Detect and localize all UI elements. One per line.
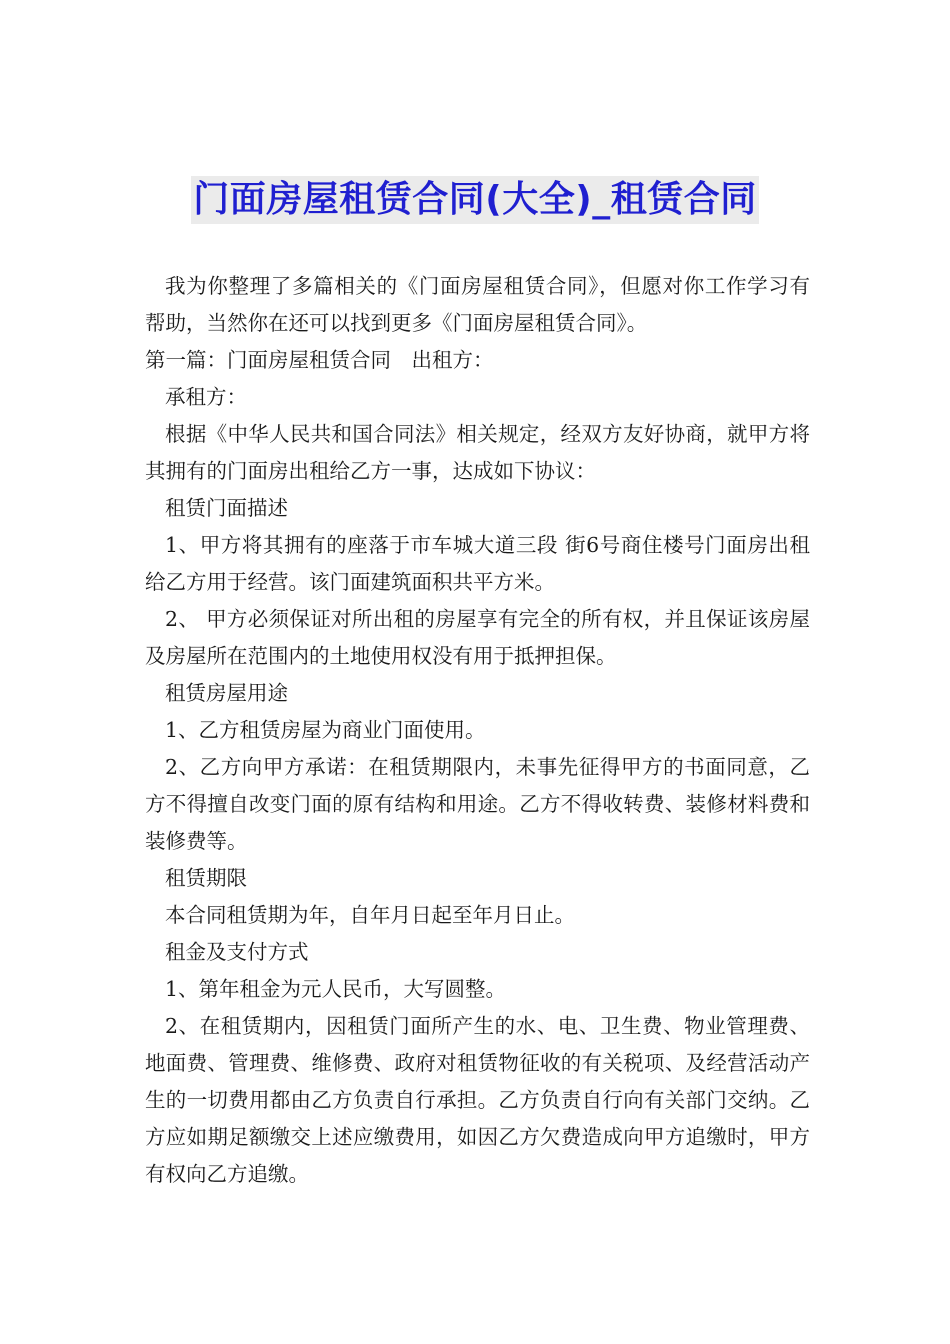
heading-storefront-description: 租赁门面描述: [165, 496, 288, 520]
document-body: [145, 268, 810, 1193]
paragraph-clause: 1、乙方租赁房屋为商业门面使用。: [165, 718, 486, 742]
paragraph-intro: 我为你整理了多篇相关的《门面房屋租赁合同》，但愿对你工作学习有帮助，当然你在还可以找到更多《门面房屋租赁合同》。: [145, 274, 810, 335]
paragraph-clause: 1、第年租金为元人民币，大写圆整。: [165, 977, 507, 1001]
paragraph-preamble: 根据《中华人民共和国合同法》相关规定，经双方友好协商，就甲方将其拥有的门面房出租给乙方一事，达成如下协议：: [145, 422, 810, 483]
paragraph-section-heading: 第一篇：门面房屋租赁合同 出租方：: [145, 348, 494, 372]
heading-rent-payment: 租金及支付方式: [165, 940, 309, 964]
paragraph-clause: 2、 甲方必须保证对所出租的房屋享有完全的所有权，并且保证该房屋及房屋所在范围内的土地使用权没有用于抵押担保。: [145, 607, 810, 668]
paragraph-clause: 1、甲方将其拥有的座落于市车城大道三段 街6号商住楼号门面房出租给乙方用于经营。该门面建筑面积共平方米。: [145, 533, 810, 594]
heading-lease-term: 租赁期限: [165, 866, 247, 890]
heading-usage: 租赁房屋用途: [165, 681, 288, 705]
document-title: 门面房屋租赁合同(大全)_租赁合同: [191, 176, 758, 224]
paragraph-lessee: 承租方：: [165, 385, 247, 409]
paragraph-clause: 2、在租赁期内，因租赁门面所产生的水、电、卫生费、物业管理费、地面费、管理费、维修费、政府对租赁物征收的有关税项、及经营活动产生的一切费用都由乙方负责自行承担。乙方负责自行向有关部门交纳。乙方应如期足额缴交上述应缴费用，如因乙方欠费造成向甲方追缴时，甲方有权向乙方追缴。: [145, 1014, 810, 1186]
title-wrapper: [0, 176, 950, 224]
paragraph-clause: 2、乙方向甲方承诺：在租赁期限内，未事先征得甲方的书面同意，乙方不得擅自改变门面的原有结构和用途。乙方不得收转费、装修材料费和装修费等。: [145, 755, 810, 853]
paragraph-clause: 本合同租赁期为年，自年月日起至年月日止。: [165, 903, 575, 927]
